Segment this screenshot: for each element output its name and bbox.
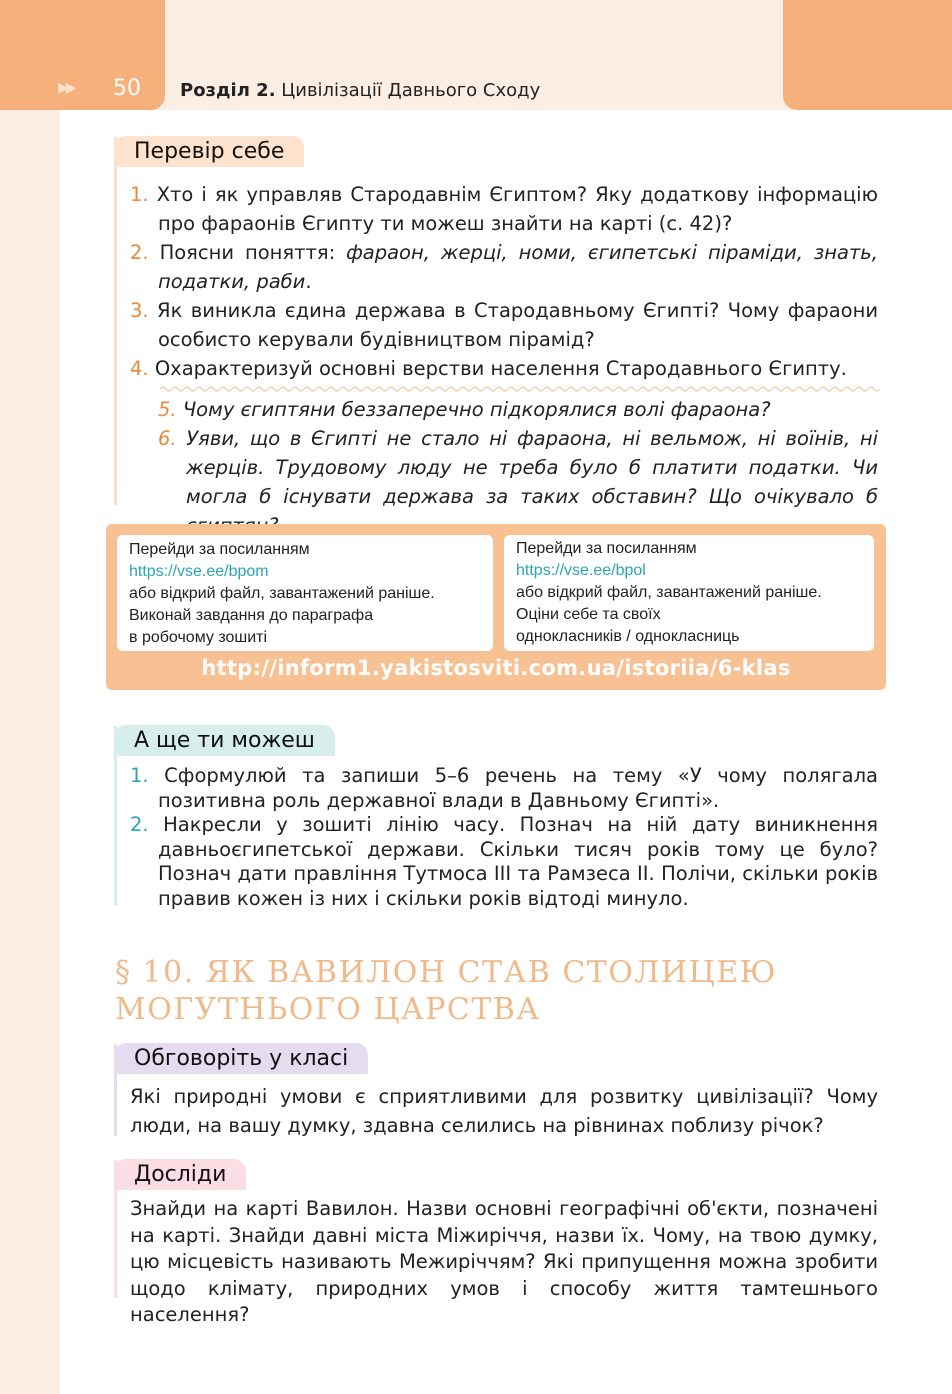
- task-item: [130, 813, 878, 911]
- task-text: Сформулюй та запиши 5–6 речень на тему «У чому полягала позитивна роль державної влади в Давньому Єгипті».: [158, 764, 878, 812]
- link-card-left: [117, 535, 493, 651]
- wavy-divider: [160, 383, 880, 395]
- question-number: 2.: [130, 241, 149, 264]
- footer-url-link[interactable]: http://inform1.yakistosviti.com.ua/istoriia/6-klas: [201, 656, 791, 680]
- task-item: [130, 764, 878, 813]
- running-head: [180, 80, 540, 101]
- task-text: Накресли у зошиті лінію часу. Познач на ній дату виникнення давньоєгипетської держави. Скільки тисяч років тому це було? Познач дати правління Тутмоса ІІІ та Рамзеса ІІ. Полічи, скільки років правив кожен із них і скільки років відтоді минуло.: [158, 813, 878, 910]
- section-prefix: Розділ 2.: [180, 80, 276, 101]
- question-number: 5.: [158, 398, 177, 421]
- question-text: Охарактеризуй основні верстви населення Стародавнього Єгипту.: [154, 357, 847, 380]
- discuss-label: Обговоріть у класі: [114, 1043, 368, 1074]
- question-item: [130, 354, 878, 383]
- question-item: [130, 296, 878, 354]
- question-item: [130, 180, 878, 238]
- question-number: 6.: [158, 427, 177, 450]
- paragraph-title-line: МОГУТНЬОГО ЦАРСТВА: [115, 992, 541, 1027]
- advanced-questions: [158, 395, 878, 540]
- question-tail: .: [305, 270, 312, 293]
- card-text: Виконай завдання до параграфа: [129, 607, 374, 624]
- extra-tasks: [130, 764, 878, 911]
- question-number: 3.: [130, 299, 149, 322]
- question-terms: фараон, жерці, номи, єгипетські піраміди, знать, податки, раби: [158, 241, 878, 293]
- research-label: Досліди: [114, 1159, 246, 1190]
- task-number: 1.: [130, 764, 149, 787]
- question-number: 1.: [130, 183, 149, 206]
- question-item: [130, 238, 878, 296]
- card-text: або відкрий файл, завантажений раніше.: [516, 584, 822, 601]
- paragraph-title: [115, 954, 895, 1028]
- task-number: 2.: [130, 813, 149, 836]
- question-text: Як виникла єдина держава в Стародавньому Єгипті? Чому фараони особисто керували будівництвом пірамід?: [157, 299, 878, 351]
- card-instruction: Перейди за посиланням: [129, 541, 310, 558]
- question-item: [158, 395, 878, 424]
- research-text: Знайди на карті Вавилон. Назви основні географічні об'єкти, позначені на карті. Знайди давні міста Міжиріччя, назви їх. Чому, на твою думку, цю місцевість називають Межиріччям? Які припущення можна зробити щодо клімату, природних умов і способу життя тамтешнього населення?: [130, 1197, 878, 1326]
- paragraph-title-line: § 10. ЯК ВАВИЛОН СТАВ СТОЛИЦЕЮ: [115, 955, 777, 990]
- question-text: Уяви, що в Єгипті не стало ні фараона, ні вельмож, ні воїнів, ні жерців. Трудовому люду не треба було б платити податки. Чи могла б існувати держава за таких обставин? Що очікувало б: [186, 427, 879, 508]
- card-text: або відкрий файл, завантажений раніше.: [129, 585, 435, 602]
- you-can-also-label: А ще ти можеш: [114, 725, 335, 756]
- online-links-box: [106, 524, 886, 690]
- card-url-link[interactable]: https://vse.ee/bpom: [129, 563, 269, 580]
- check-yourself-border: [114, 137, 117, 505]
- card-text: в робочому зошиті: [129, 629, 268, 646]
- question-text: Поясни поняття:: [159, 241, 347, 264]
- card-url-link[interactable]: https://vse.ee/bpol: [516, 562, 646, 579]
- page-number: 50: [113, 76, 141, 101]
- card-instruction: Перейди за посиланням: [516, 540, 697, 557]
- discuss-text: Які природні умови є сприятливими для розвитку цивілізації? Чому люди, на вашу думку, здавна селились на рівнинах поблизу річок?: [130, 1085, 878, 1137]
- left-margin-strip: [0, 0, 60, 1394]
- card-text: Оціни себе та своїх: [516, 606, 661, 623]
- link-card-right: [504, 535, 874, 651]
- question-number: 4.: [130, 357, 149, 380]
- check-yourself-questions: [130, 180, 878, 383]
- question-text: Чому єгиптяни беззаперечно підкорялися волі фараона?: [182, 398, 771, 421]
- question-item: [158, 424, 878, 540]
- question-text: Хто і як управляв Стародавнім Єгиптом? Яку додаткову інформацію про фараонів Єгипту ти можеш знайти на карті (с. 42)?: [156, 183, 878, 235]
- header-tab-right: [783, 0, 952, 110]
- check-yourself-label: Перевір себе: [114, 136, 304, 167]
- card-text: однокласників / однокласниць: [516, 628, 740, 645]
- section-title: Цивілізації Давнього Сходу: [275, 80, 541, 101]
- double-arrow-icon: ▶▶: [58, 80, 74, 96]
